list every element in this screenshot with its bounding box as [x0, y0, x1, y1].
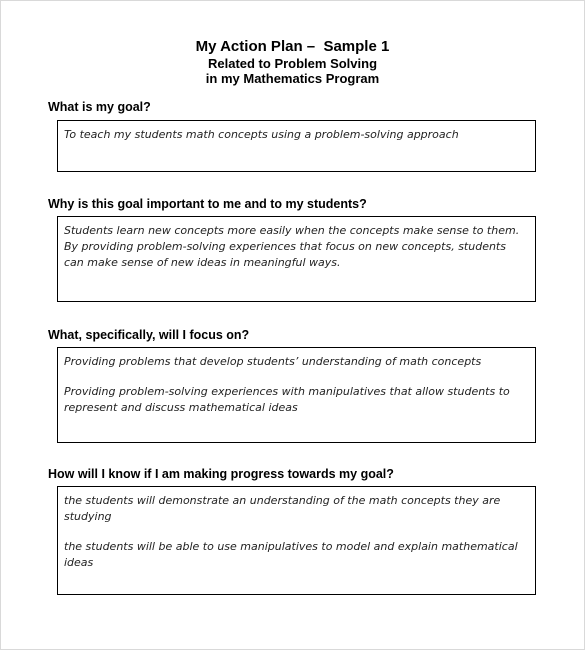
question-focus: What, specifically, will I focus on?	[48, 328, 250, 342]
answer-text: Providing problems that develop students’ understanding of math concepts	[64, 355, 482, 368]
question-importance: Why is this goal important to me and to my students?	[48, 197, 367, 211]
document-title	[0, 38, 585, 86]
answer-text: the students will be able to use manipulatives to model and explain mathematical ideas	[64, 540, 518, 569]
title-main: My Action Plan – Sample 1	[195, 38, 390, 55]
answer-box-goal	[57, 120, 536, 172]
answer-text: Students learn new concepts more easily when the concepts make sense to them. By providing problem-solving experiences that focus on new concepts, students can make sense of new ideas in meaningful ways.	[64, 224, 520, 269]
answer-text: Providing problem-solving experiences with manipulatives that allow students to represent and discuss mathematical ideas	[64, 385, 510, 414]
answer-box-progress	[57, 486, 536, 595]
question-goal: What is my goal?	[48, 100, 151, 114]
answer-box-focus	[57, 347, 536, 443]
answer-text: the students will demonstrate an understanding of the math concepts they are studying	[64, 494, 501, 523]
title-subtitle-line-1: Related to Problem Solving	[207, 56, 378, 71]
answer-text: To teach my students math concepts using a problem-solving approach	[64, 128, 459, 141]
answer-box-importance	[57, 216, 536, 302]
title-subtitle-line-2: in my Mathematics Program	[205, 71, 380, 86]
question-progress: How will I know if I am making progress towards my goal?	[48, 467, 394, 481]
